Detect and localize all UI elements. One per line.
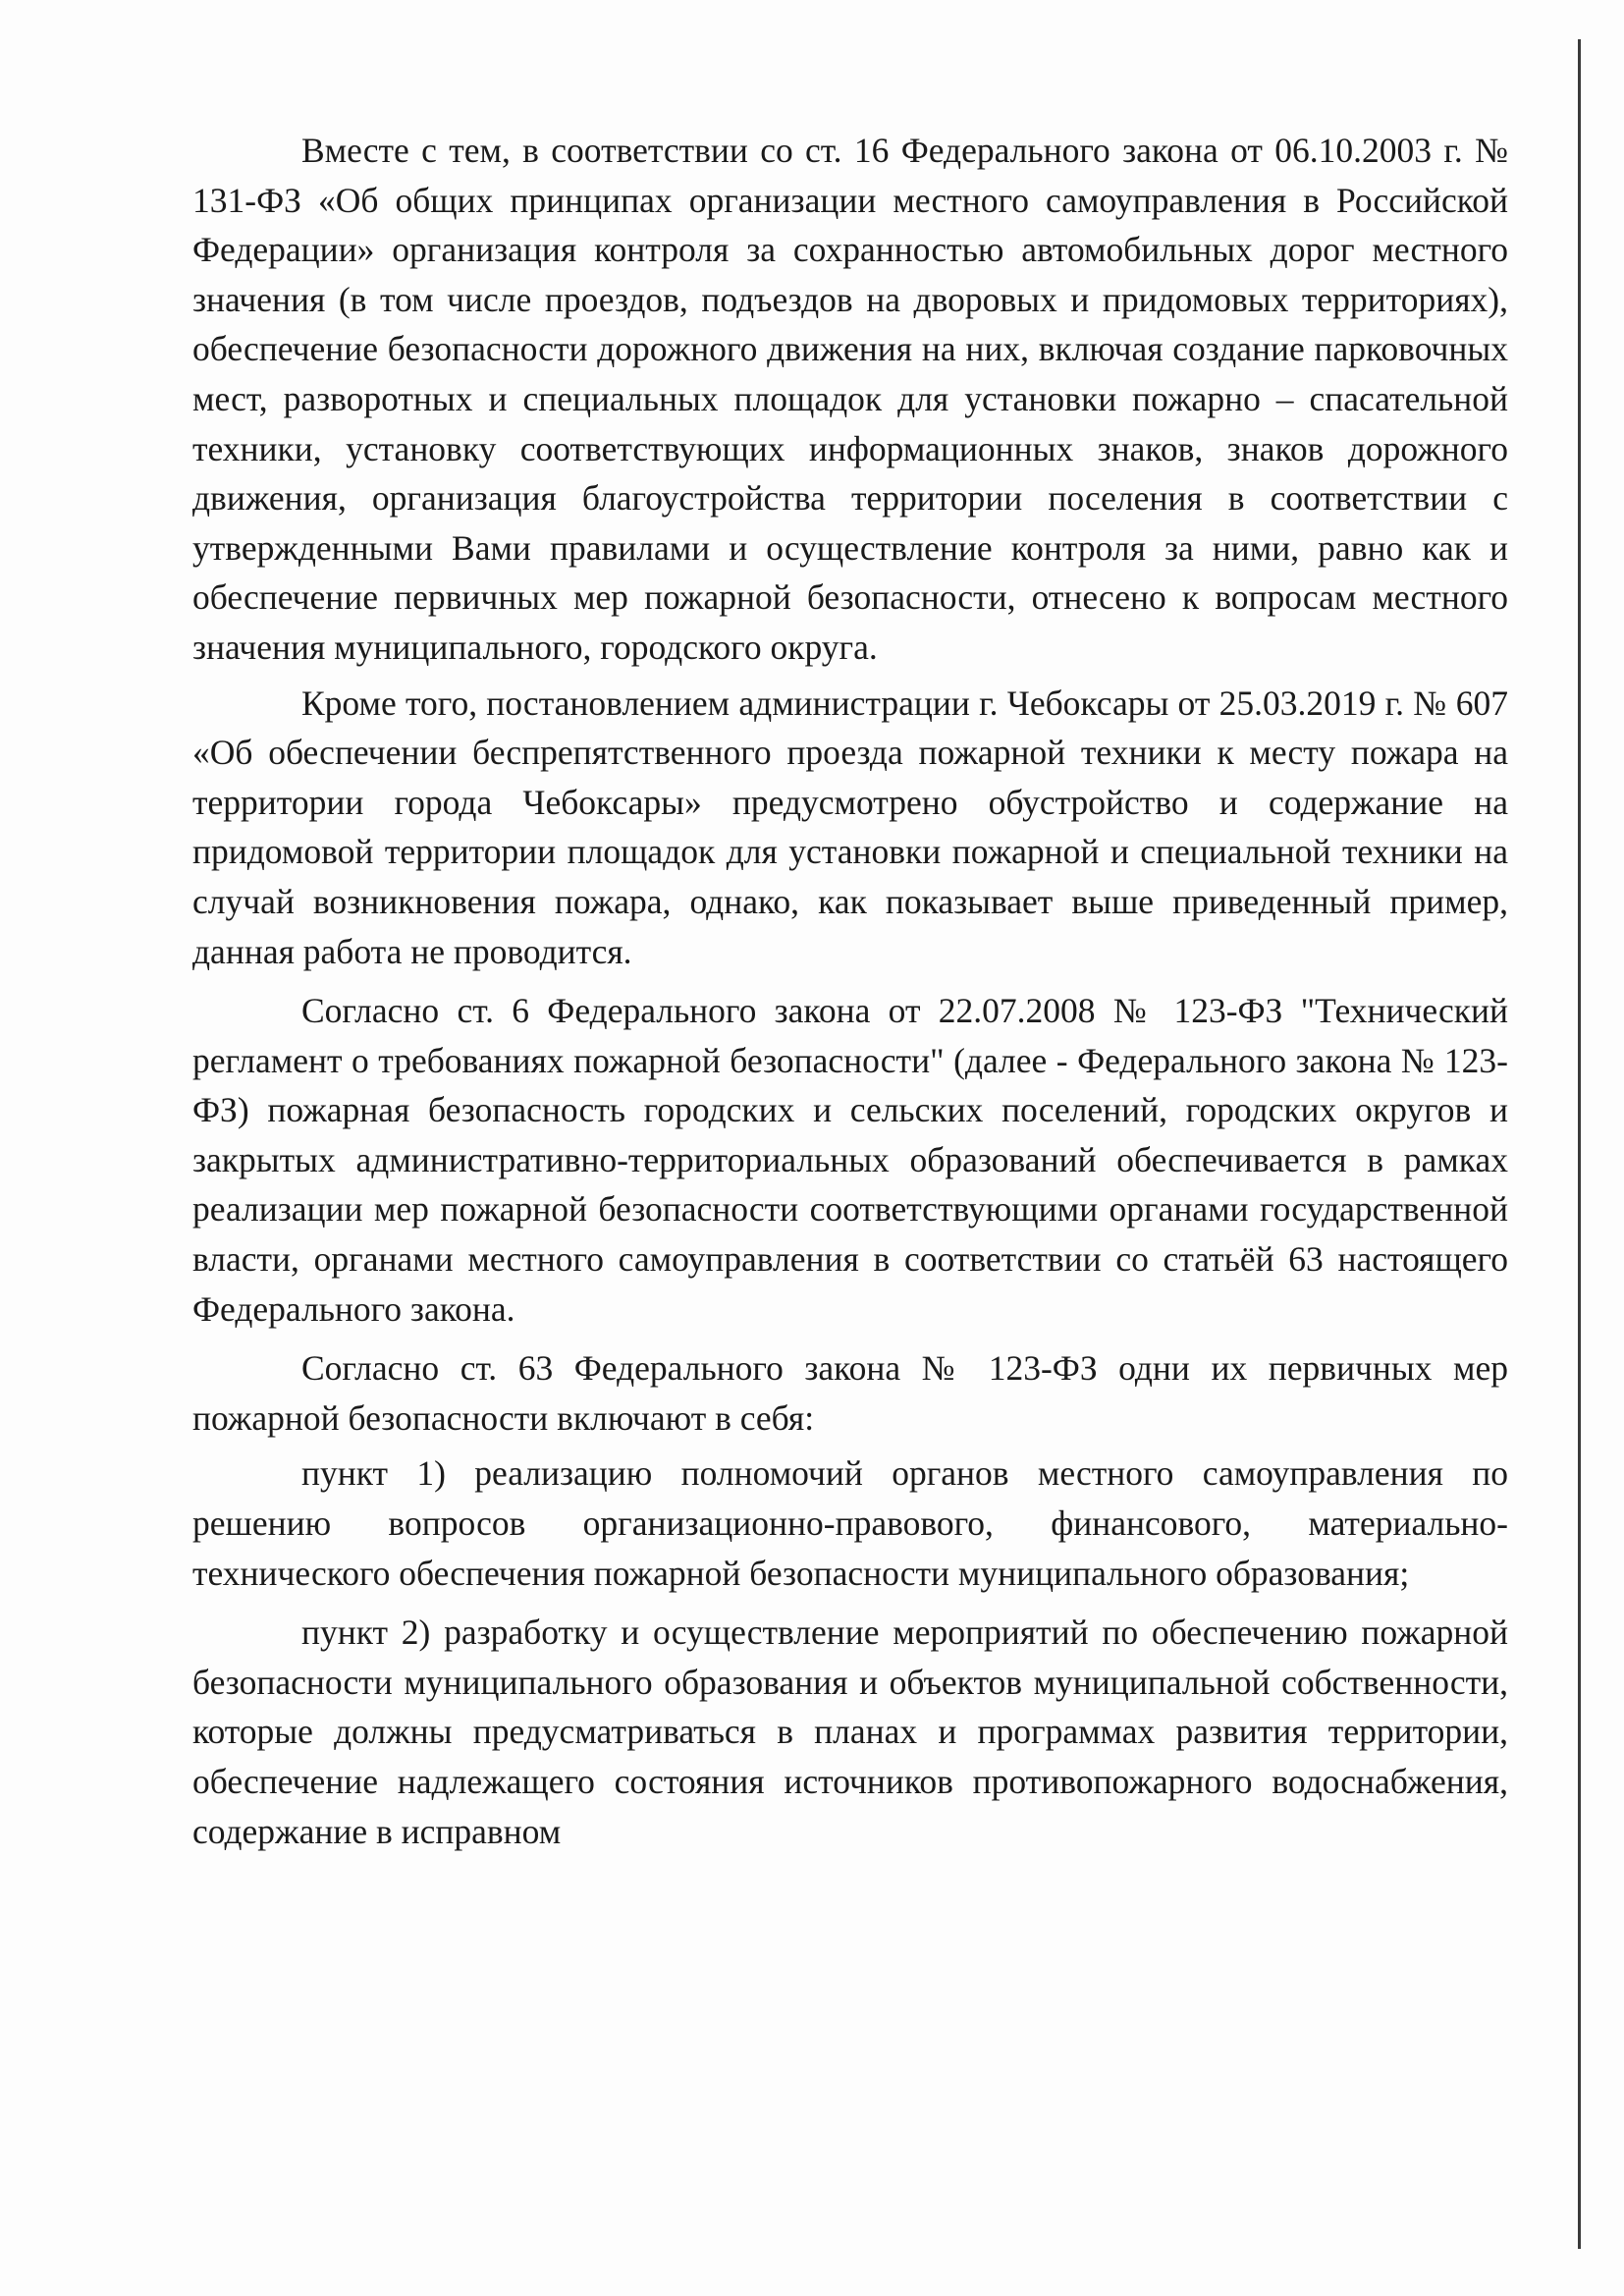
paragraph-cheboksary-resolution: Кроме того, постановлением администрации г. Чебоксары от 25.03.2019 г. № 607 «Об обеспечении беспрепятственного проезда пожарной техники к месту пожара на территории города Чебоксары» предусмотрено обустройство и содержание на придомовой территории площадок для установки пожарной и специальной техники на случай возникновения пожара, однако, как показывает выше приведенный пример, данная работа не проводится. — [192, 683, 1508, 971]
paragraph-item-1: пункт 1) реализацию полномочий органов местного самоуправления по решению вопросов организационно-правового, финансового, материально-технического обеспечения пожарной безопасности муниципального образования; — [192, 1453, 1508, 1593]
paragraph-item-2: пункт 2) разработку и осуществление мероприятий по обеспечению пожарной безопасности муниципального образования и объектов муниципальной собственности, которые должны предусматриваться в планах и программах развития территории, обеспечение надлежащего состояния источников противопожарного водоснабжения, содержание в исправном — [192, 1613, 1508, 1851]
scan-edge-line — [1578, 39, 1581, 2249]
paragraph-fire-safety-article-6: Согласно ст. 6 Федерального закона от 22.07.2008 № 123-ФЗ "Технический регламент о требованиях пожарной безопасности" (далее - Федерального закона № 123-ФЗ) пожарная безопасность городских и сельских поселений, городских округов и закрытых административно-территориальных образований обеспечивается в рамках реализации мер пожарной безопасности соответствующими органами государственной власти, органами местного самоуправления в соответствии со статьёй 63 настоящего Федерального закона. — [192, 991, 1508, 1329]
paragraph-municipal-responsibilities: Вместе с тем, в соответствии со ст. 16 Федерального закона от 06.10.2003 г. № 131-ФЗ «Об общих принципах организации местного самоуправления в Российской Федерации» организация контроля за сохранностью автомобильных дорог местного значения (в том числе проездов, подъездов на дворовых и придомовых территориях), обеспечение безопасности дорожного движения на них, включая создание парковочных мест, разворотных и специальных площадок для установки пожарно – спасательной техники, установку соответствующих информационных знаков, знаков дорожного движения, организация благоустройства территории поселения в соответствии с утвержденными Вами правилами и осуществление контроля за ними, равно как и обеспечение первичных мер пожарной безопасности, отнесено к вопросам местного значения муниципального, городского округа. — [192, 131, 1508, 667]
document-body — [192, 126, 1508, 1856]
paragraph-article-63-intro: Согласно ст. 63 Федерального закона № 123-ФЗ одни их первичных мер пожарной безопасности включают в себя: — [192, 1348, 1508, 1438]
